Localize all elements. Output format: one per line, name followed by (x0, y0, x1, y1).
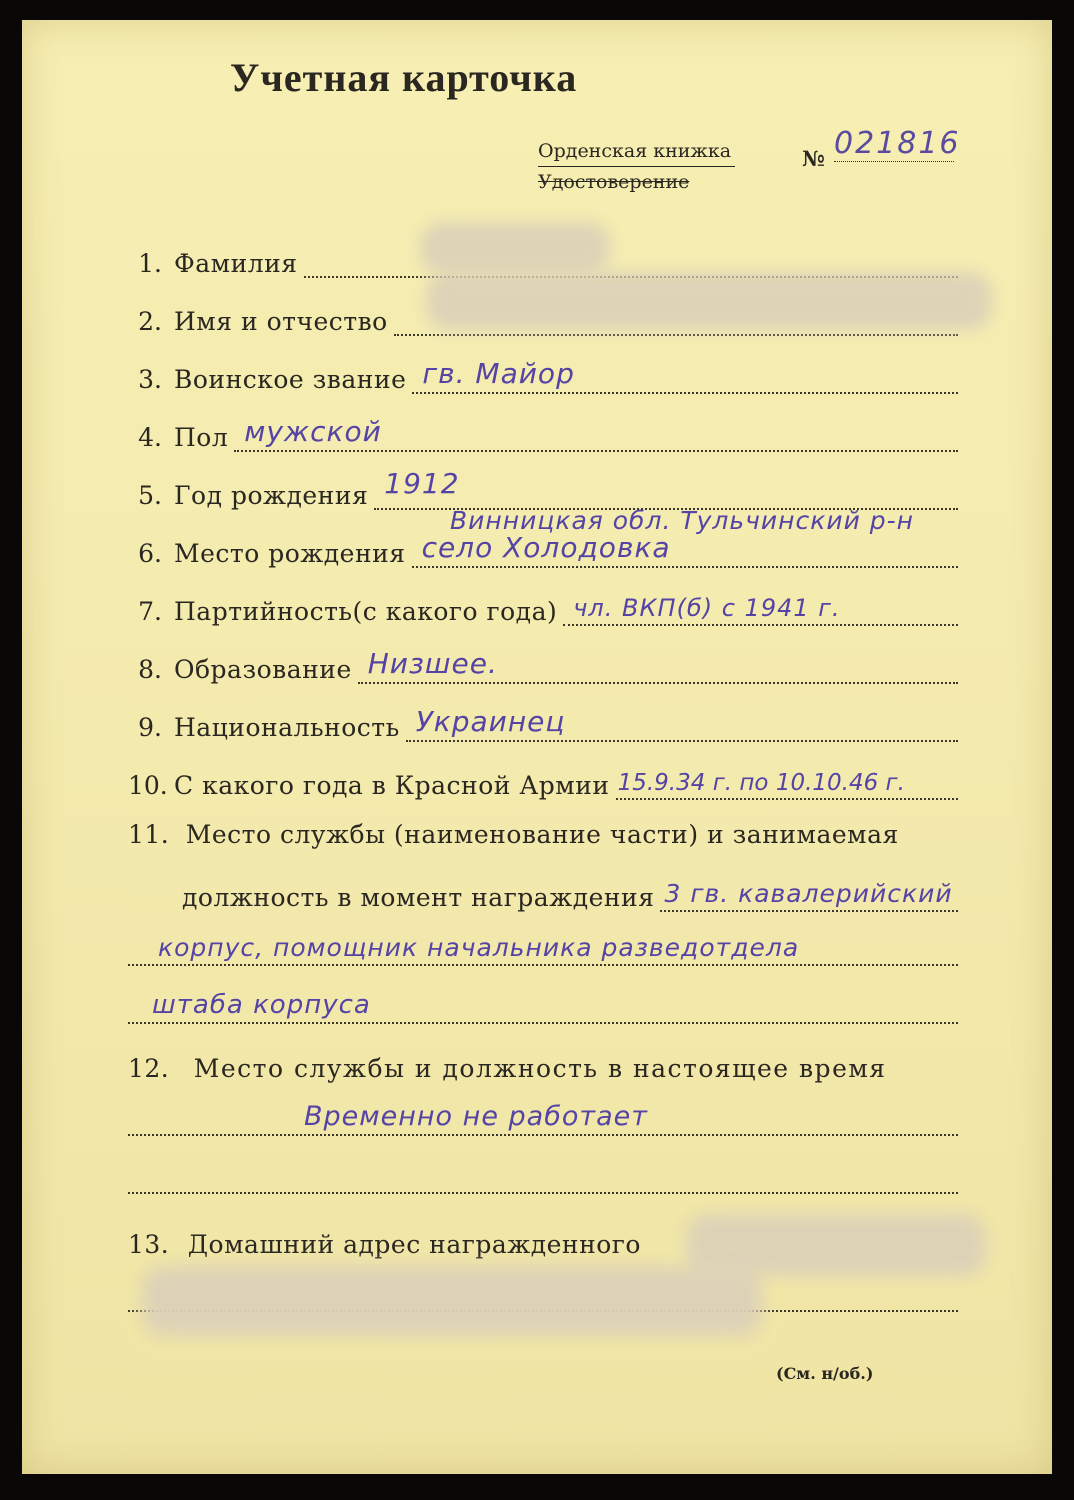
handwritten-value: чл. ВКП(б) с 1941 г. (573, 594, 841, 622)
field-label: Фамилия (174, 249, 298, 278)
field-birth-year (128, 467, 958, 510)
record-card (22, 20, 1052, 1474)
field-service-at-award (182, 874, 958, 912)
field-fill (374, 467, 958, 510)
field-fill (660, 878, 958, 912)
field-label: Место рождения (174, 539, 406, 568)
doc-type-certificate-struck: Удостоверение (538, 171, 690, 193)
handwritten-value: штаба корпуса (152, 990, 371, 1020)
handwritten-birthplace-region: Винницкая обл. Тульчинский р-н (450, 506, 915, 535)
field-label: Национальность (174, 713, 400, 742)
field-number: 11. (128, 820, 170, 849)
footnote-see-reverse: (См. н/об.) (776, 1364, 874, 1383)
handwritten-value: мужской (244, 415, 382, 448)
field12-continuation-line (128, 1100, 958, 1136)
field-fill (358, 647, 958, 684)
field-label: Партийность(с какого года) (174, 597, 558, 626)
field-label: Воинское звание (174, 365, 407, 394)
doc-type-order-book: Орденская книжка (538, 136, 735, 167)
field-number: 9. (138, 713, 162, 742)
field-label: Имя и отчество (174, 307, 388, 336)
field-birthplace (128, 530, 958, 568)
field-number: 1. (138, 249, 162, 278)
field-label: Год рождения (174, 481, 369, 510)
redaction-blur (426, 272, 992, 330)
field-label: Пол (174, 423, 229, 452)
field-number: 5. (138, 481, 162, 510)
field-education (128, 646, 958, 684)
field-number: 2. (138, 307, 162, 336)
field-number: 8. (138, 655, 162, 684)
field11-continuation-line (128, 988, 958, 1024)
field-label: Место службы (наименование части) и занимаемая (185, 820, 899, 849)
field-label: должность в момент награждения (182, 883, 655, 912)
handwritten-value: Низшее. (367, 647, 498, 680)
field-military-rank (128, 356, 958, 394)
field-number: 7. (138, 597, 162, 626)
card-title: Учетная карточка (230, 55, 578, 100)
number-value: 021816 (834, 126, 961, 161)
field-number: 4. (138, 423, 162, 452)
handwritten-value: гв. Майор (422, 357, 575, 390)
handwritten-value: Временно не работает (304, 1101, 648, 1132)
number-label: № (802, 146, 825, 171)
field-sex (128, 414, 958, 452)
field-number: 6. (138, 539, 162, 568)
field-number: 12. (128, 1054, 170, 1083)
field-number: 3. (138, 365, 162, 394)
handwritten-value: Украинец (415, 705, 566, 738)
field-fill (412, 357, 958, 394)
redaction-blur (420, 222, 610, 274)
field-number: 10. (128, 771, 168, 800)
field-fill (616, 766, 958, 800)
field13-line (128, 1230, 641, 1259)
field-label: Образование (174, 655, 352, 684)
handwritten-value: 15.9.34 г. по 10.10.46 г. (617, 770, 905, 796)
field-fill (412, 531, 958, 568)
field11-line1 (128, 820, 899, 849)
field-label: С какого года в Красной Армии (174, 771, 610, 800)
field-fill (563, 592, 958, 626)
handwritten-value: 3 гв. кавалерийский (664, 879, 953, 908)
redaction-blur (142, 1266, 762, 1336)
field-fill (406, 705, 958, 742)
field-nationality (128, 704, 958, 742)
field11-continuation-line (128, 930, 958, 966)
field-red-army-since (128, 762, 958, 800)
handwritten-value: село Холодовка (421, 531, 671, 564)
field-party-membership (128, 588, 958, 626)
handwritten-value: 1912 (384, 467, 460, 500)
document-type (538, 136, 735, 197)
field12-line (128, 1054, 887, 1083)
field12-continuation-line (128, 1158, 958, 1194)
field-fill (234, 415, 958, 452)
field-label: Место службы и должность в настоящее время (193, 1054, 887, 1083)
handwritten-value: корпус, помощник начальника разведотдела (158, 933, 800, 962)
field-label: Домашний адрес награжденного (187, 1230, 641, 1259)
field-number: 13. (128, 1230, 170, 1259)
